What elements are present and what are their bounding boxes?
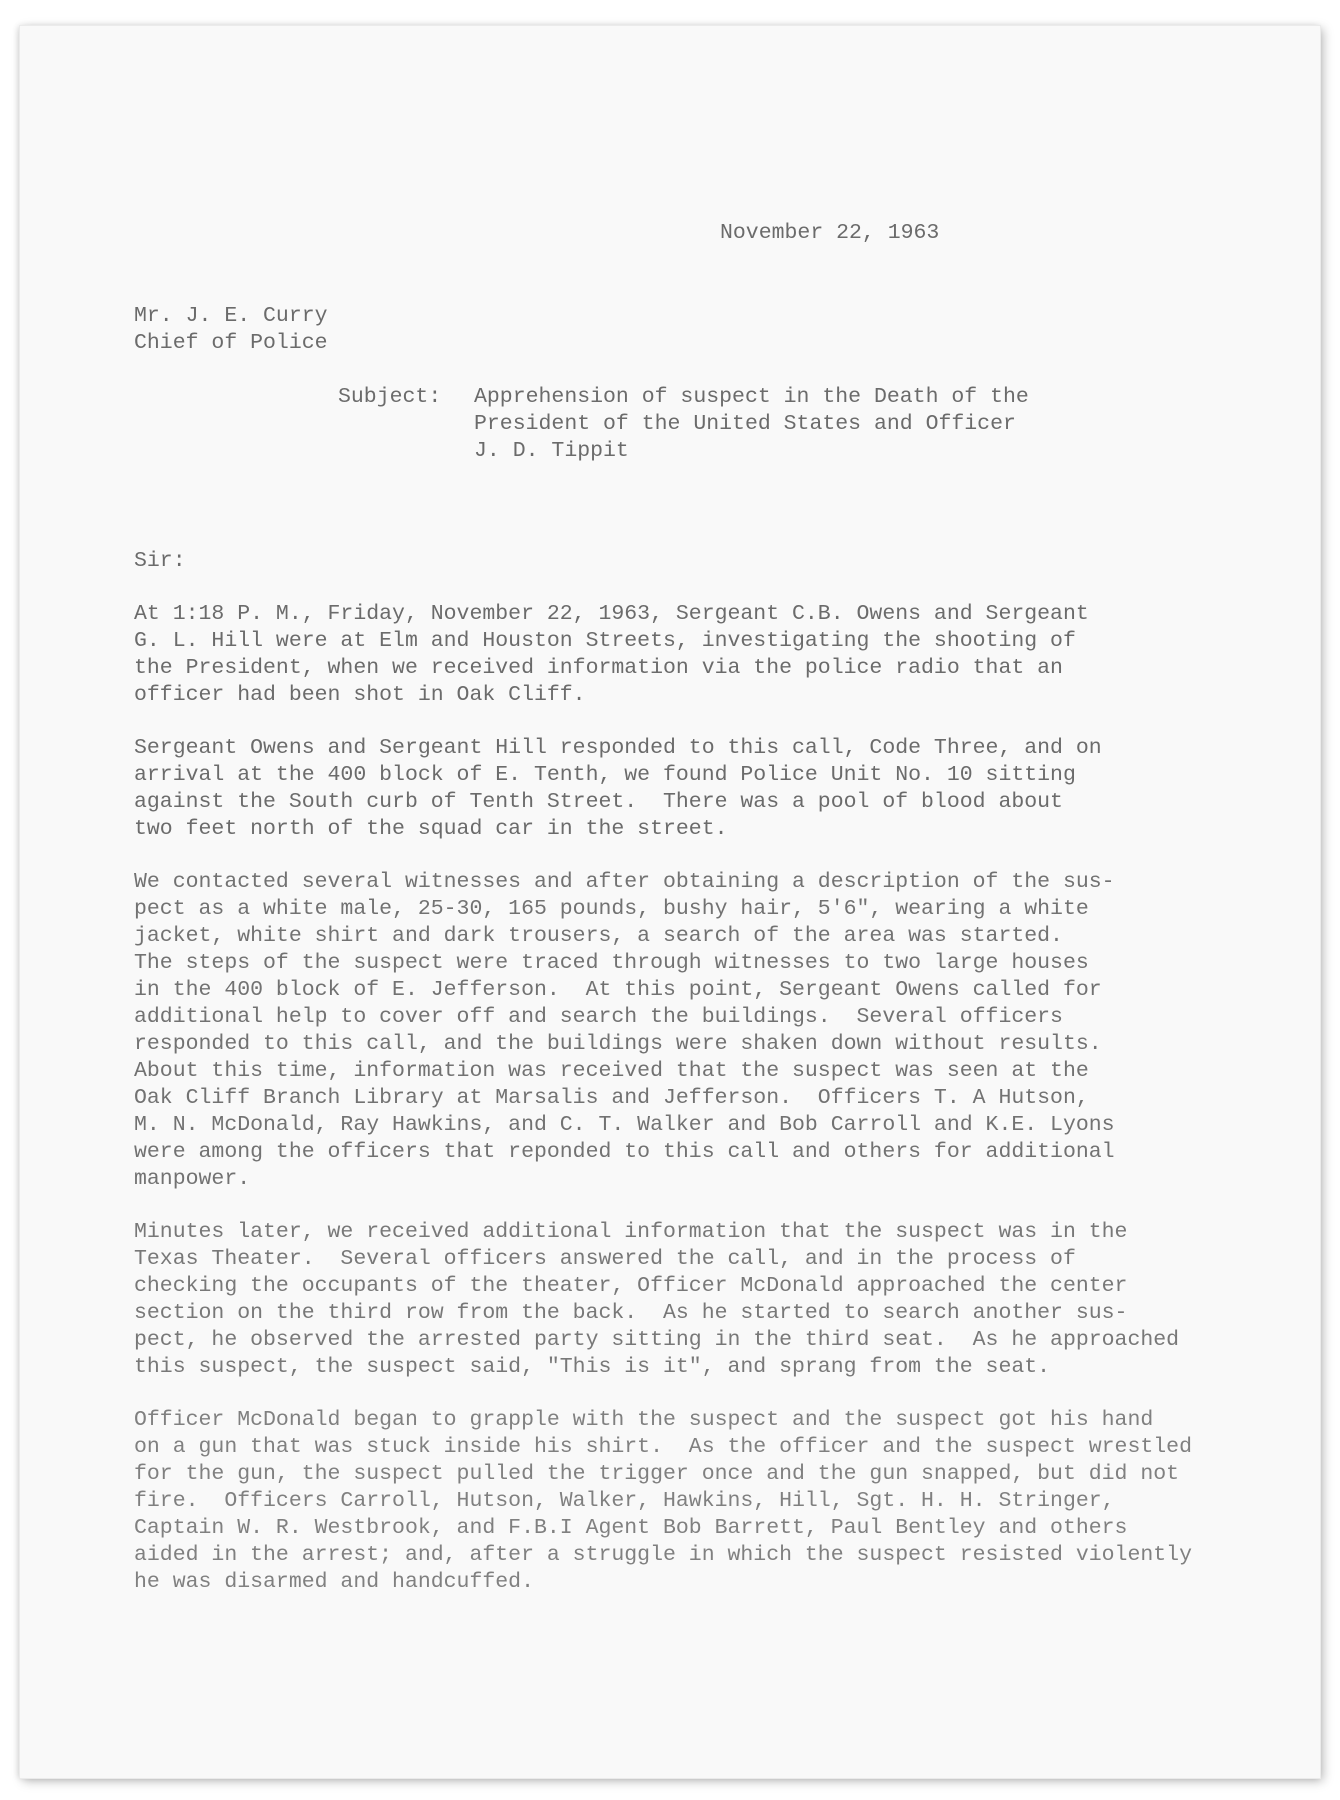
- text-line: At 1:18 P. M., Friday, November 22, 1963, Sergeant C.B. Owens and Sergeant: [134, 602, 1089, 626]
- paragraph-5: [134, 1407, 1192, 1596]
- text-line: Minutes later, we received additional information that the suspect was in the: [134, 1220, 1128, 1244]
- addressee-name: Mr. J. E. Curry: [134, 304, 328, 328]
- text-line: The steps of the suspect were traced through witnesses to two large houses: [134, 951, 1089, 975]
- text-line: aided in the arrest; and, after a struggle in which the suspect resisted violently: [134, 1543, 1192, 1567]
- text-line: About this time, information was received that the suspect was seen at the: [134, 1059, 1089, 1083]
- paragraph-1: [134, 601, 1089, 709]
- text-line: M. N. McDonald, Ray Hawkins, and C. T. Walker and Bob Carroll and K.E. Lyons: [134, 1113, 1115, 1137]
- addressee-title: Chief of Police: [134, 331, 328, 355]
- text-line: on a gun that was stuck inside his shirt. As the officer and the suspect wrestled: [134, 1435, 1192, 1459]
- text-line: two feet north of the squad car in the street.: [134, 817, 728, 841]
- addressee-block: [134, 303, 328, 357]
- subject-text: [474, 384, 1029, 465]
- text-line: against the South curb of Tenth Street. There was a pool of blood about: [134, 790, 1063, 814]
- text-line: arrival at the 400 block of E. Tenth, we found Police Unit No. 10 sitting: [134, 763, 1076, 787]
- paragraph-3: [134, 869, 1115, 1193]
- text-line: Texas Theater. Several officers answered the call, and in the process of: [134, 1247, 1076, 1271]
- text-line: Oak Cliff Branch Library at Marsalis and Jefferson. Officers T. A Hutson,: [134, 1086, 1089, 1110]
- text-line: jacket, white shirt and dark trousers, a search of the area was started.: [134, 924, 1063, 948]
- subject-label: Subject:: [338, 385, 442, 409]
- salutation: Sir:: [134, 549, 186, 573]
- text-line: this suspect, the suspect said, "This is it", and sprang from the seat.: [134, 1355, 1051, 1379]
- text-line: were among the officers that reponded to this call and others for additional: [134, 1140, 1115, 1164]
- subject-line: Apprehension of suspect in the Death of the: [474, 385, 1029, 409]
- text-line: We contacted several witnesses and after obtaining a description of the sus-: [134, 870, 1115, 894]
- text-line: pect, he observed the arrested party sitting in the third seat. As he approached: [134, 1328, 1180, 1352]
- text-line: manpower.: [134, 1167, 251, 1191]
- letter-date: November 22, 1963: [720, 221, 940, 245]
- subject-line: J. D. Tippit: [474, 439, 629, 463]
- text-line: checking the occupants of the theater, Officer McDonald approached the center: [134, 1274, 1128, 1298]
- text-line: Officer McDonald began to grapple with the suspect and the suspect got his hand: [134, 1408, 1154, 1432]
- text-line: the President, when we received information via the police radio that an: [134, 656, 1063, 680]
- paragraph-4: [134, 1219, 1179, 1381]
- text-line: in the 400 block of E. Jefferson. At this point, Sergeant Owens called for: [134, 978, 1102, 1002]
- text-line: section on the third row from the back. As he started to search another sus-: [134, 1301, 1128, 1325]
- text-line: Captain W. R. Westbrook, and F.B.I Agent Bob Barrett, Paul Bentley and others: [134, 1516, 1128, 1540]
- text-line: he was disarmed and handcuffed.: [134, 1570, 534, 1594]
- text-line: additional help to cover off and search the buildings. Several officers: [134, 1005, 1063, 1029]
- subject-line: President of the United States and Officer: [474, 412, 1016, 436]
- text-line: G. L. Hill were at Elm and Houston Streets, investigating the shooting of: [134, 629, 1076, 653]
- text-line: responded to this call, and the buildings were shaken down without results.: [134, 1032, 1102, 1056]
- paragraph-2: [134, 735, 1102, 843]
- text-line: fire. Officers Carroll, Hutson, Walker, Hawkins, Hill, Sgt. H. H. Stringer,: [134, 1489, 1115, 1513]
- text-line: Sergeant Owens and Sergeant Hill responded to this call, Code Three, and on: [134, 736, 1102, 760]
- text-line: officer had been shot in Oak Cliff.: [134, 683, 586, 707]
- text-line: pect as a white male, 25-30, 165 pounds, bushy hair, 5'6", wearing a white: [134, 897, 1089, 921]
- text-line: for the gun, the suspect pulled the trigger once and the gun snapped, but did not: [134, 1462, 1180, 1486]
